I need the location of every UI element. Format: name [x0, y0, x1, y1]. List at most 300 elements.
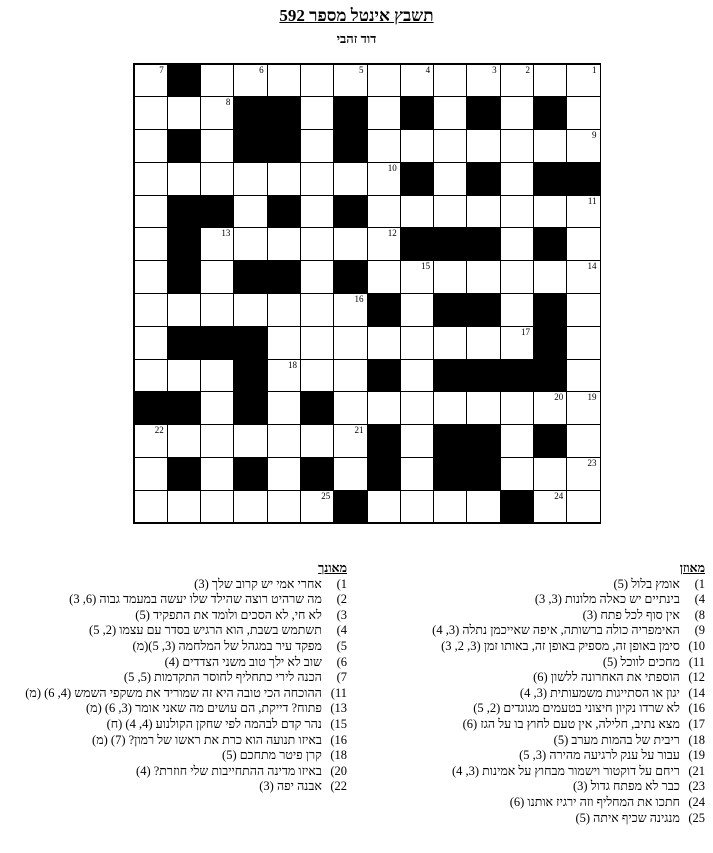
grid-cell[interactable]	[200, 359, 234, 393]
clue-text: יגון או הסתייגות משמעותית (3, 4)	[519, 685, 680, 700]
across-heading: מאוזן	[679, 561, 705, 575]
grid-cell[interactable]	[233, 424, 267, 458]
grid-cell[interactable]	[367, 391, 401, 425]
grid-cell[interactable]	[367, 260, 401, 294]
across-clue	[370, 686, 705, 702]
clue-num: 25)	[688, 810, 705, 825]
grid-cell[interactable]	[466, 391, 500, 425]
clue-number: 1	[592, 64, 597, 75]
black-cell	[134, 391, 168, 425]
grid-cell[interactable]	[466, 326, 500, 360]
black-cell	[533, 293, 567, 327]
black-cell	[267, 195, 301, 229]
clue-text: מה שרהיט רוצה שהילד שלו יעשה במעמד גבוה (6, 3)	[69, 592, 322, 607]
clue-num: 6)	[336, 654, 347, 669]
black-cell	[233, 96, 267, 130]
black-cell	[533, 424, 567, 458]
grid-cell[interactable]	[300, 64, 334, 98]
grid-cell[interactable]	[566, 326, 600, 360]
black-cell	[433, 424, 467, 458]
black-cell	[466, 359, 500, 393]
grid-cell[interactable]	[200, 129, 234, 163]
grid-cell[interactable]	[300, 260, 334, 294]
clue-num: 1)	[336, 576, 347, 591]
grid-cell[interactable]	[200, 227, 234, 261]
grid-cell[interactable]	[400, 64, 434, 98]
grid-cell[interactable]	[233, 64, 267, 98]
across-clue	[370, 608, 705, 624]
black-cell	[400, 96, 434, 130]
clue-text: תשתמש בשבת, הוא הרגיש בסדר עם עצמו (2, 5)	[89, 623, 322, 638]
grid-cell[interactable]	[566, 96, 600, 130]
grid-cell[interactable]	[267, 424, 301, 458]
grid-cell[interactable]	[500, 64, 534, 98]
grid-cell[interactable]	[433, 260, 467, 294]
black-cell	[200, 195, 234, 229]
clue-text: אבנה יפה (3)	[259, 779, 322, 794]
grid-cell[interactable]	[500, 424, 534, 458]
grid-cell[interactable]	[134, 64, 168, 98]
grid-cell[interactable]	[566, 490, 600, 524]
across-clue	[370, 733, 705, 749]
grid-cell[interactable]	[500, 391, 534, 425]
clue-text: ההוכחה הכי טובה היא זה שמוריד את משקפי השמש (4, 6) (מ)	[25, 685, 322, 700]
black-cell	[367, 457, 401, 491]
grid-cell[interactable]	[433, 129, 467, 163]
clue-num: 8)	[694, 607, 705, 622]
black-cell	[466, 293, 500, 327]
grid-cell[interactable]	[333, 227, 367, 261]
clue-text: ריבית של בהמות מערב (5)	[553, 732, 680, 747]
across-clues	[370, 561, 705, 826]
black-cell	[167, 391, 201, 425]
grid-cell[interactable]	[300, 227, 334, 261]
black-cell	[200, 326, 234, 360]
across-clue	[370, 670, 705, 686]
black-cell	[333, 260, 367, 294]
grid-cell[interactable]	[566, 195, 600, 229]
grid-cell[interactable]	[333, 424, 367, 458]
down-clue	[2, 608, 347, 624]
clue-num: 2)	[336, 592, 347, 607]
down-clue	[2, 639, 347, 655]
down-heading: מאונך	[318, 561, 347, 575]
clue-number: 11	[587, 195, 597, 206]
black-cell	[233, 326, 267, 360]
grid-cell[interactable]	[566, 129, 600, 163]
puzzle-title: תשבץ אינטל מספר 592	[279, 6, 434, 25]
clue-num: 4)	[694, 592, 705, 607]
black-cell	[533, 326, 567, 360]
grid-cell[interactable]	[466, 260, 500, 294]
clue-text: חתכו את המחליף וזה ירגיז אותנו (6)	[509, 794, 680, 809]
clue-text: הכנה לירי כתחליף לחוסר התקדמות (5, 5)	[123, 670, 322, 685]
clue-text: באיזו תנועה הוא כרת את ראשו של רמון? (7) (מ)	[92, 732, 322, 747]
black-cell	[466, 96, 500, 130]
clue-number: 20	[554, 392, 564, 403]
black-cell	[367, 293, 401, 327]
grid-cell[interactable]	[433, 96, 467, 130]
grid-cell[interactable]	[200, 293, 234, 327]
down-clue	[2, 577, 347, 593]
grid-cell[interactable]	[167, 359, 201, 393]
clue-number: 21	[354, 425, 364, 436]
grid-cell[interactable]	[167, 96, 201, 130]
black-cell	[367, 424, 401, 458]
black-cell	[433, 359, 467, 393]
grid-cell[interactable]	[500, 293, 534, 327]
grid-cell[interactable]	[333, 457, 367, 491]
black-cell	[466, 424, 500, 458]
grid-cell[interactable]	[433, 490, 467, 524]
grid-cell[interactable]	[400, 424, 434, 458]
black-cell	[267, 260, 301, 294]
grid-cell[interactable]	[200, 391, 234, 425]
clue-number: 16	[354, 293, 364, 304]
grid-cell[interactable]	[500, 227, 534, 261]
grid-cell[interactable]	[533, 391, 567, 425]
across-clue	[370, 811, 705, 827]
grid-cell[interactable]	[167, 293, 201, 327]
clue-num: 5)	[336, 638, 347, 653]
clue-number: 12	[387, 228, 397, 239]
clue-text: סימן באופן זה, מספיק באופן זה, באותו זמן (3, 2, 3)	[441, 638, 680, 653]
grid-cell[interactable]	[267, 359, 301, 393]
black-cell	[400, 227, 434, 261]
clue-text: מצא נתיב, חלילה, אין טעם לחוץ בו על הגז (6)	[462, 716, 680, 731]
clue-text: הוספתי את האחרונה ללשון (6)	[533, 670, 680, 685]
down-clue	[2, 670, 347, 686]
across-clue	[370, 655, 705, 671]
grid-cell[interactable]	[500, 195, 534, 229]
grid-cell[interactable]	[267, 293, 301, 327]
grid-cell[interactable]	[167, 162, 201, 196]
black-cell	[333, 195, 367, 229]
grid-cell[interactable]	[466, 64, 500, 98]
black-cell	[233, 391, 267, 425]
clue-num: 18)	[688, 732, 705, 747]
down-clue	[2, 592, 347, 608]
black-cell	[167, 260, 201, 294]
grid-cell[interactable]	[134, 359, 168, 393]
grid-cell[interactable]	[466, 129, 500, 163]
black-cell	[566, 162, 600, 196]
grid-cell[interactable]	[367, 490, 401, 524]
grid-cell[interactable]	[300, 129, 334, 163]
across-clue-list	[370, 577, 705, 827]
grid-cell[interactable]	[433, 162, 467, 196]
grid-cell[interactable]	[333, 391, 367, 425]
grid-cell[interactable]	[400, 391, 434, 425]
clue-text: באיזו מדינה ההתחייבות שלי חוזרת? (4)	[136, 763, 322, 778]
clue-num: 1)	[694, 576, 705, 591]
grid-cell[interactable]	[400, 359, 434, 393]
clue-text: בינתיים יש כאלה מלונות (3, 3)	[534, 592, 680, 607]
grid-cell[interactable]	[134, 424, 168, 458]
grid-cell[interactable]	[400, 129, 434, 163]
grid-cell[interactable]	[466, 490, 500, 524]
grid-cell[interactable]	[367, 129, 401, 163]
grid-cell[interactable]	[400, 326, 434, 360]
down-clue	[2, 686, 347, 702]
black-cell	[167, 64, 201, 98]
down-clue	[2, 701, 347, 717]
clue-number: 25	[321, 490, 331, 501]
grid-cell[interactable]	[367, 195, 401, 229]
black-cell	[466, 227, 500, 261]
grid-cell[interactable]	[367, 326, 401, 360]
black-cell	[333, 129, 367, 163]
grid-cell[interactable]	[500, 260, 534, 294]
clue-num: 24)	[688, 794, 705, 809]
grid-cell[interactable]	[400, 195, 434, 229]
black-cell	[233, 359, 267, 393]
black-cell	[233, 260, 267, 294]
grid-cell[interactable]	[433, 64, 467, 98]
clue-number: 2	[525, 64, 530, 75]
clue-number: 14	[587, 261, 597, 272]
grid-cell[interactable]	[333, 162, 367, 196]
grid-cell[interactable]	[300, 293, 334, 327]
grid-cell[interactable]	[500, 162, 534, 196]
grid-cell[interactable]	[533, 457, 567, 491]
clue-num: 17)	[688, 716, 705, 731]
black-cell	[466, 162, 500, 196]
grid-cell[interactable]	[200, 96, 234, 130]
puzzle-author: דוד זהבי	[336, 31, 377, 46]
clue-number: 24	[554, 490, 564, 501]
clue-num: 3)	[336, 607, 347, 622]
down-clue	[2, 655, 347, 671]
grid-cell[interactable]	[367, 96, 401, 130]
grid-cell[interactable]	[533, 64, 567, 98]
clue-num: 14)	[688, 685, 705, 700]
black-cell	[533, 96, 567, 130]
grid-cell[interactable]	[500, 457, 534, 491]
clue-num: 19)	[688, 748, 705, 763]
grid-cell[interactable]	[433, 195, 467, 229]
clue-num: 20)	[330, 763, 347, 778]
grid-cell[interactable]	[233, 227, 267, 261]
clue-number: 23	[587, 457, 597, 468]
clue-number: 9	[592, 130, 597, 141]
grid-cell[interactable]	[134, 162, 168, 196]
grid-cell[interactable]	[200, 64, 234, 98]
grid-cell[interactable]	[400, 260, 434, 294]
black-cell	[167, 129, 201, 163]
clue-text: אומץ בלול (5)	[613, 576, 680, 591]
grid-cell[interactable]	[500, 96, 534, 130]
clue-number: 7	[159, 64, 164, 75]
black-cell	[533, 227, 567, 261]
grid-cell[interactable]	[200, 162, 234, 196]
grid-cell[interactable]	[300, 195, 334, 229]
grid-cell[interactable]	[400, 490, 434, 524]
clue-number: 22	[154, 425, 164, 436]
clue-num: 16)	[688, 701, 705, 716]
across-clue	[370, 717, 705, 733]
grid-cell[interactable]	[134, 195, 168, 229]
grid-cell[interactable]	[167, 424, 201, 458]
grid-cell[interactable]	[433, 326, 467, 360]
grid-cell[interactable]	[200, 457, 234, 491]
grid-cell[interactable]	[267, 391, 301, 425]
black-cell	[466, 457, 500, 491]
clue-text: עבור על ענק לרגיעה מהירה (3, 5)	[519, 748, 680, 763]
grid-cell[interactable]	[134, 457, 168, 491]
grid-cell[interactable]	[533, 490, 567, 524]
black-cell	[367, 359, 401, 393]
grid-cell[interactable]	[300, 359, 334, 393]
across-clue	[370, 639, 705, 655]
grid-cell[interactable]	[566, 293, 600, 327]
grid-cell[interactable]	[333, 359, 367, 393]
clue-num: 18)	[330, 748, 347, 763]
grid-cell[interactable]	[134, 326, 168, 360]
grid-cell[interactable]	[367, 227, 401, 261]
clue-number: 17	[520, 326, 530, 337]
clue-num: 16)	[330, 732, 347, 747]
grid-cell[interactable]	[267, 162, 301, 196]
grid-cell[interactable]	[233, 195, 267, 229]
grid-cell[interactable]	[566, 359, 600, 393]
clue-number: 19	[587, 392, 597, 403]
clue-number: 18	[287, 359, 297, 370]
black-cell	[500, 490, 534, 524]
grid-cell[interactable]	[566, 391, 600, 425]
across-clue	[370, 592, 705, 608]
grid-cell[interactable]	[400, 457, 434, 491]
down-clue-list	[2, 577, 347, 795]
across-clue	[370, 748, 705, 764]
grid-cell[interactable]	[300, 96, 334, 130]
grid-cell[interactable]	[300, 162, 334, 196]
grid-cell[interactable]	[566, 457, 600, 491]
black-cell	[167, 227, 201, 261]
black-cell	[333, 490, 367, 524]
clue-number: 13	[221, 228, 231, 239]
grid-cell[interactable]	[200, 260, 234, 294]
grid-cell[interactable]	[300, 326, 334, 360]
grid-cell[interactable]	[200, 424, 234, 458]
clue-text: ריחם על דוקטור וישמור מבחוץ על אמינות (3, 4)	[451, 763, 680, 778]
black-cell	[533, 359, 567, 393]
grid-cell[interactable]	[367, 162, 401, 196]
down-clue	[2, 779, 347, 795]
grid-cell[interactable]	[267, 490, 301, 524]
grid-cell[interactable]	[134, 227, 168, 261]
down-clue	[2, 764, 347, 780]
black-cell	[433, 227, 467, 261]
grid-cell[interactable]	[433, 391, 467, 425]
grid-cell[interactable]	[233, 490, 267, 524]
across-clue	[370, 701, 705, 717]
grid-cell[interactable]	[233, 162, 267, 196]
clue-num: 22)	[330, 779, 347, 794]
across-clue	[370, 623, 705, 639]
grid-cell[interactable]	[134, 129, 168, 163]
grid-cell[interactable]	[267, 227, 301, 261]
grid-cell[interactable]	[134, 260, 168, 294]
grid-cell[interactable]	[367, 64, 401, 98]
crossword-grid	[133, 63, 601, 524]
clue-text: מפקד עיר במגהל של המלחמה (3, 5)(מ)	[132, 638, 322, 653]
clue-text: כבר לא מפתח גדול (3)	[573, 779, 680, 794]
clue-number: 8	[225, 97, 231, 108]
grid-cell[interactable]	[500, 326, 534, 360]
black-cell	[400, 162, 434, 196]
down-clue	[2, 717, 347, 733]
clue-text: מחכים לווכל (5)	[602, 654, 680, 669]
grid-cell[interactable]	[267, 457, 301, 491]
grid-cell[interactable]	[233, 293, 267, 327]
black-cell	[433, 457, 467, 491]
clue-num: 23)	[688, 779, 705, 794]
clue-text: פתוח? דייקת, הם עושים מה שאני אומר (3, 6) (מ)	[86, 701, 322, 716]
grid-cell[interactable]	[533, 195, 567, 229]
black-cell	[167, 326, 201, 360]
clue-number: 10	[387, 162, 397, 173]
black-cell	[167, 195, 201, 229]
across-clue	[370, 577, 705, 593]
grid-cell[interactable]	[134, 96, 168, 130]
grid-cell[interactable]	[333, 293, 367, 327]
grid-cell[interactable]	[400, 293, 434, 327]
grid-cell[interactable]	[267, 326, 301, 360]
grid-cell[interactable]	[466, 195, 500, 229]
clue-num: 11)	[330, 685, 347, 700]
clue-num: 13)	[330, 701, 347, 716]
grid-cell[interactable]	[134, 490, 168, 524]
grid-cell[interactable]	[566, 64, 600, 98]
clue-text: מנגינה שכיף איתה (5)	[575, 810, 680, 825]
grid-cell[interactable]	[333, 326, 367, 360]
clue-text: לא שרדו נקיון חיצוני בטעמים מגוגדים (2, 5)	[473, 701, 680, 716]
black-cell	[167, 457, 201, 491]
down-clue	[2, 733, 347, 749]
clue-text: אין סוף לכל פתח (3)	[582, 607, 680, 622]
clue-number: 15	[421, 261, 431, 272]
grid-cell[interactable]	[267, 64, 301, 98]
grid-cell[interactable]	[566, 424, 600, 458]
grid-cell[interactable]	[566, 227, 600, 261]
across-clue	[370, 764, 705, 780]
grid-cell[interactable]	[167, 490, 201, 524]
black-cell	[267, 96, 301, 130]
black-cell	[433, 293, 467, 327]
clue-num: 9)	[694, 623, 705, 638]
across-clue	[370, 795, 705, 811]
clue-num: 7)	[336, 670, 347, 685]
grid-cell[interactable]	[200, 490, 234, 524]
grid-cell[interactable]	[533, 129, 567, 163]
black-cell	[533, 162, 567, 196]
black-cell	[333, 96, 367, 130]
grid-cell[interactable]	[300, 490, 334, 524]
grid-cell[interactable]	[333, 64, 367, 98]
grid-cell[interactable]	[300, 424, 334, 458]
grid-cell[interactable]	[533, 260, 567, 294]
clue-text: קרן פיטר מתחכם (5)	[222, 748, 322, 763]
black-cell	[500, 359, 534, 393]
clue-num: 11)	[688, 654, 705, 669]
grid-cell[interactable]	[566, 260, 600, 294]
grid-cell[interactable]	[500, 129, 534, 163]
grid-cell[interactable]	[134, 293, 168, 327]
clue-num: 12)	[688, 670, 705, 685]
clue-num: 15)	[330, 716, 347, 731]
down-clue	[2, 748, 347, 764]
